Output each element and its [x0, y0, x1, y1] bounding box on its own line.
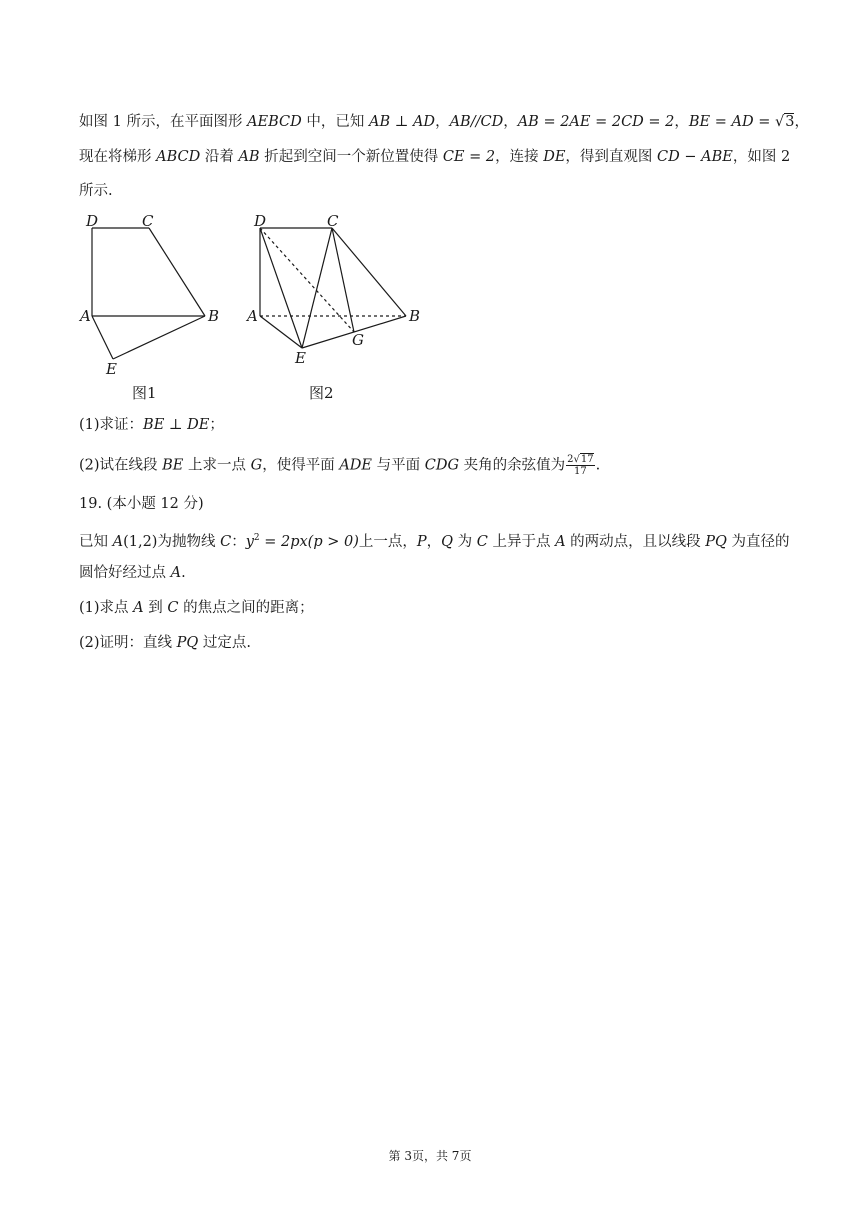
math: PQ [705, 533, 727, 550]
text: . [181, 565, 186, 581]
text: 到 [143, 600, 168, 616]
segment-cb [332, 228, 406, 316]
text: 与平面 [372, 457, 425, 474]
sqrt-sign: √ [774, 114, 785, 130]
math: PQ [176, 635, 199, 651]
fig1-label-c: C [142, 212, 154, 230]
fig2-caption: 图2 [309, 384, 334, 402]
math: ABCD [156, 149, 201, 165]
text: 为 [453, 533, 477, 550]
text: ， [426, 533, 442, 550]
segment-ae [260, 316, 302, 348]
problem19-line2 [79, 563, 186, 583]
sqrt-argument: 3 [785, 114, 795, 130]
problem19-part2 [79, 633, 251, 653]
text: ， [503, 114, 518, 130]
text: 上求一点 [183, 457, 251, 474]
problem18-part2 [79, 454, 600, 477]
problem19-line1 [79, 528, 790, 552]
text: 上异于点 [487, 533, 556, 550]
fig1-label-b: B [208, 307, 220, 325]
page-footer: 第 3页，共 7页 [388, 1149, 472, 1163]
fig2-label-g: G [352, 331, 364, 349]
math: BE = AD = [688, 114, 775, 130]
math: BE [162, 457, 184, 474]
text: ，如图 2 [732, 149, 791, 165]
math: DE [543, 149, 566, 165]
fig1-label-d: D [86, 212, 99, 230]
text: 的两动点，且以线段 [565, 533, 706, 550]
text: 夹角的余弦值为 [459, 457, 566, 474]
math: C [476, 533, 488, 550]
math: G [250, 457, 263, 474]
text: ，使得平面 [262, 457, 340, 474]
text: 圆恰好经过点 [79, 565, 171, 581]
fraction-denominator: 17 [574, 466, 587, 477]
math: A [133, 600, 144, 616]
text: 为直径的 [726, 533, 790, 550]
text: ，得到直观图 [565, 149, 658, 165]
math: CE = 2 [442, 149, 496, 165]
text: 已知 [79, 533, 113, 550]
segment-de [260, 228, 302, 348]
text: (1,2)为抛物线 [123, 533, 221, 550]
figure-2 [260, 228, 406, 348]
fig1-label-e: E [106, 360, 117, 378]
problem18-part1 [79, 415, 224, 435]
math: P [416, 533, 427, 550]
num-sqrt-arg: 17 [580, 454, 594, 465]
problem18-line2 [79, 147, 790, 167]
math: = 2px(p > 0) [259, 533, 359, 550]
problem18-line3: 所示. [79, 183, 113, 199]
text: ， [674, 114, 689, 130]
fig2-label-b: B [409, 307, 421, 325]
fraction [566, 454, 594, 477]
math: C [167, 600, 179, 616]
math: BE ⊥ DE [143, 417, 210, 433]
fig1-caption: 图1 [132, 384, 157, 402]
text: 现在将梯形 [79, 149, 157, 165]
problem19-part1 [79, 598, 314, 618]
fig2-label-e: E [295, 349, 306, 367]
figure-1 [92, 228, 205, 359]
text: 的焦点之间的距离； [178, 600, 314, 616]
fig2-label-c: C [327, 212, 339, 230]
math: AB ⊥ AD [368, 114, 436, 130]
segment-eb [113, 316, 205, 359]
fig1-label-a: A [80, 307, 91, 325]
math: A [555, 533, 566, 550]
fig2-label-d: D [254, 212, 267, 230]
problem19-header: 19. (本小题 12 分) [79, 496, 204, 512]
text: 中，已知 [301, 114, 369, 130]
math: A [170, 565, 182, 581]
text: ， [794, 114, 809, 130]
math: y [245, 533, 254, 550]
math: Q [441, 533, 454, 550]
segment-cb [149, 228, 205, 316]
text: (2)试在线段 [79, 457, 163, 474]
geometry-figures [78, 208, 438, 408]
math: ADE [339, 457, 373, 474]
segment-ae [92, 316, 113, 359]
text: 上一点， [358, 533, 417, 550]
text: ： [231, 533, 246, 550]
math: C [220, 533, 232, 550]
segment-ce [302, 228, 332, 348]
math: CDG [424, 457, 460, 474]
math: AB//CD [449, 114, 504, 130]
text: 如图 1 所示，在平面图形 [79, 114, 248, 130]
math: AB = 2AE = 2CD = 2 [517, 114, 675, 130]
num-coef: 2 [567, 454, 574, 465]
text: 过定点. [198, 635, 252, 651]
text: 折起到空间一个新位置使得 [259, 149, 443, 165]
fig2-label-a: A [247, 307, 258, 325]
problem18-line1 [79, 112, 809, 132]
text: (1)求证： [79, 417, 144, 433]
math: AEBCD [247, 114, 302, 130]
fraction-numerator: 2√17 [567, 454, 594, 465]
text: ， [435, 114, 450, 130]
math: AB [238, 149, 260, 165]
text: . [595, 457, 601, 474]
text: ，连接 [495, 149, 544, 165]
text: ； [209, 417, 224, 433]
text: (1)求点 [79, 600, 134, 616]
text: (2)证明：直线 [79, 635, 177, 651]
text: 沿着 [200, 149, 239, 165]
math: CD − ABE [657, 149, 733, 165]
superscript: 2 [253, 533, 260, 543]
math: A [112, 533, 124, 550]
